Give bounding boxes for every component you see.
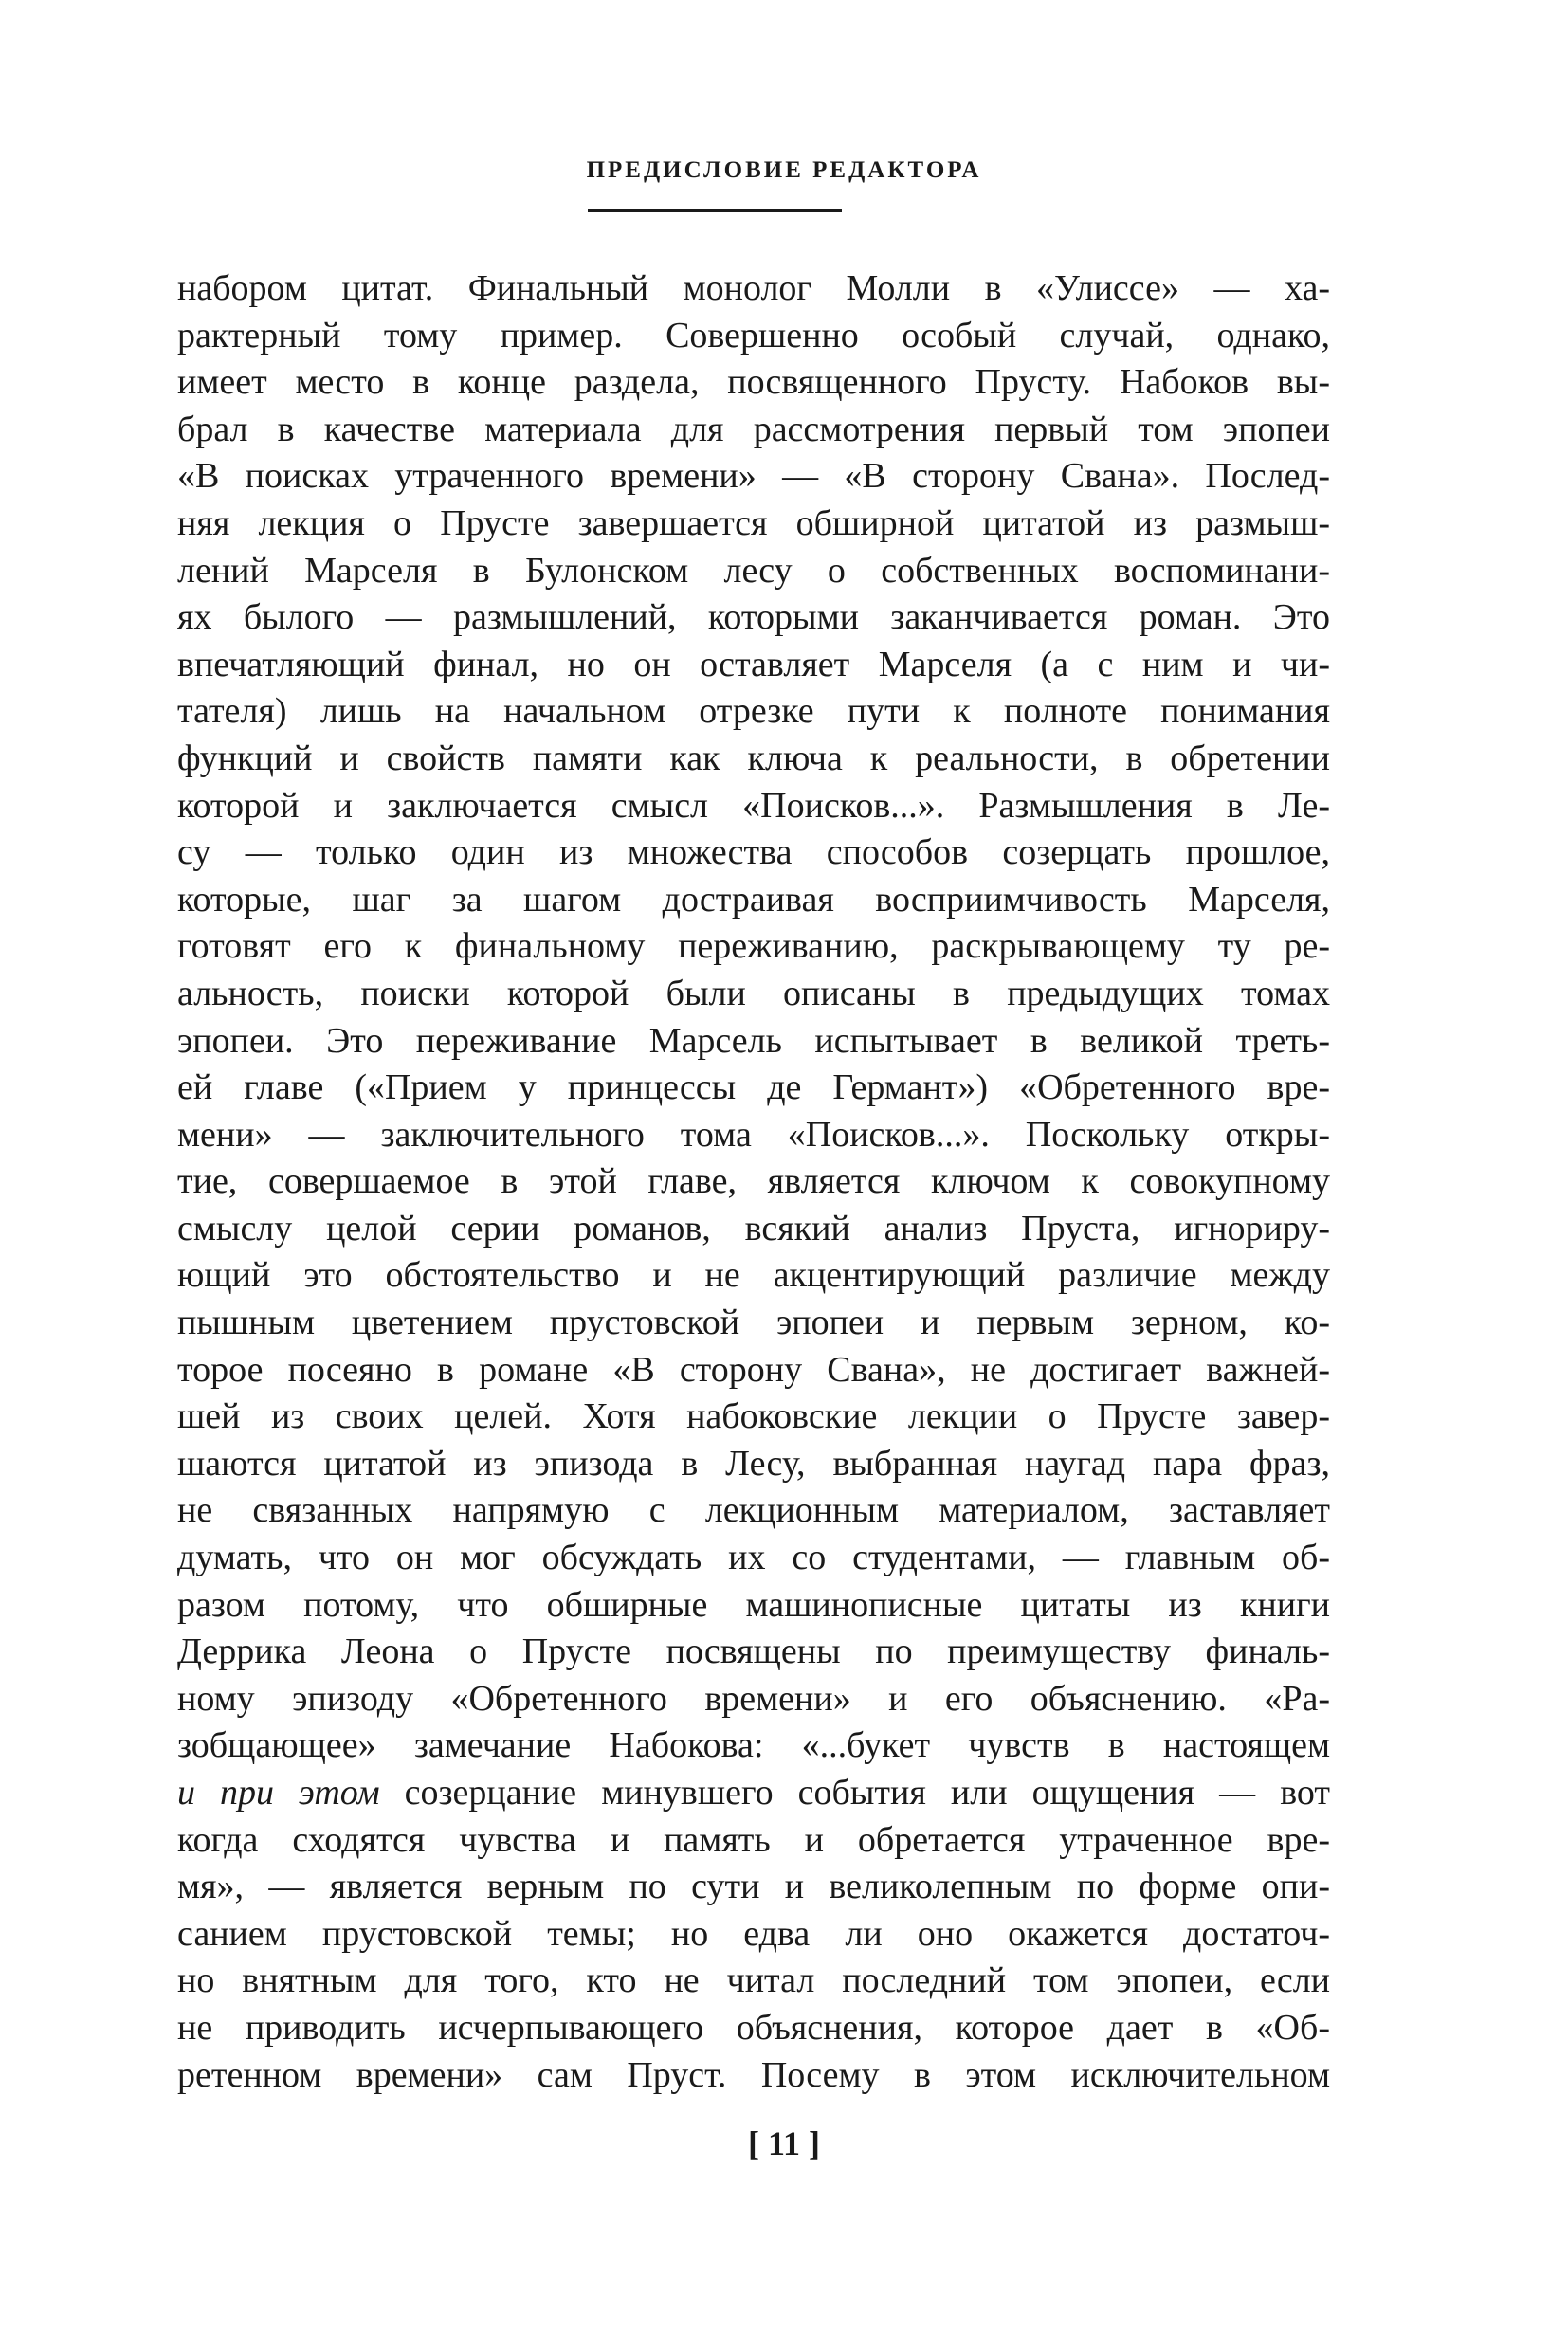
running-head: ПРЕДИСЛОВИЕ РЕДАКТОРА [586,157,982,183]
text-line: смыслу целой серии романов, всякий анализ Пруста, игнориру- [177,1208,1330,1248]
text-line: зобщающее» замечание Набокова: «...букет чувств в настоящем [177,1725,1330,1766]
text-line: ному эпизоду «Обретенного времени» и его объяснению. «Ра- [177,1678,1330,1719]
text-line: не приводить исчерпывающего объяснения, которое дает в «Об- [177,2007,1330,2048]
text-line: шей из своих целей. Хотя набоковские лекции о Прусте завер- [177,1396,1330,1437]
text-line: мя», — является верным по сути и великолепным по форме опи- [177,1867,1330,1907]
text-line: разом потому, что обширные машинописные цитаты из книги [177,1584,1330,1625]
header-rule [588,209,842,212]
text-line: торое посеяно в романе «В сторону Свана», не достигает важней- [177,1349,1330,1390]
text-line: эпопеи. Это переживание Марсель испытывает в великой треть- [177,1020,1330,1061]
text-line: функций и свойств памяти как ключа к реальности, в обретении [177,738,1330,778]
text-line: когда сходятся чувства и память и обретается утраченное вре- [177,1819,1330,1860]
text-line-with-italic [177,1770,1330,1817]
text-line: ях былого — размышлений, которыми заканчивается роман. Это [177,597,1330,638]
text-line: няя лекция о Прусте завершается обширной цитатой из размыш- [177,502,1330,543]
text-line: рактерный тому пример. Совершенно особый случай, однако, [177,315,1330,355]
text-line-rest: созерцание минувшего события или ощущения — вот [404,1773,1330,1813]
italic-phrase: и при этом [177,1773,380,1813]
text-line: тателя) лишь на начальном отрезке пути к полноте понимания [177,691,1330,732]
text-line: ретенном времени» сам Пруст. Посему в этом исключительном [177,2054,1330,2095]
text-line: которые, шаг за шагом достраивая восприимчивость Марселя, [177,879,1330,920]
text-line: готовят его к финальному переживанию, раскрывающему ту ре- [177,926,1330,967]
text-line: шаются цитатой из эпизода в Лесу, выбранная наугад пара фраз, [177,1443,1330,1484]
text-line: Деррика Леона о Прусте посвящены по преимуществу финаль- [177,1631,1330,1672]
text-line: которой и заключается смысл «Поисков...». Размышления в Ле- [177,785,1330,826]
text-line: ющий это обстоятельство и не акцентирующий различие между [177,1255,1330,1296]
text-line: санием прустовской темы; но едва ли оно окажется достаточ- [177,1913,1330,1954]
text-line: мени» — заключительного тома «Поисков...». Поскольку откры- [177,1114,1330,1155]
text-line: но внятным для того, кто не читал последний том эпопеи, если [177,1960,1330,2001]
text-line: впечатляющий финал, но он оставляет Марселя (а с ним и чи- [177,644,1330,684]
text-line: набором цитат. Финальный монолог Молли в «Улиссе» — ха- [177,268,1330,308]
text-line: альность, поиски которой были описаны в предыдущих томах [177,973,1330,1013]
text-line: тие, совершаемое в этой главе, является ключом к совокупному [177,1161,1330,1202]
text-line: «В поисках утраченного времени» — «В сторону Свана». Послед- [177,456,1330,497]
text-line: лений Марселя в Булонском лесу о собственных воспоминани- [177,550,1330,591]
text-line: брал в качестве материала для рассмотрения первый том эпопеи [177,409,1330,449]
text-line: имеет место в конце раздела, посвященного Прусту. Набоков вы- [177,362,1330,403]
text-line: думать, что он мог обсуждать их со студентами, — главным об- [177,1538,1330,1578]
text-line: не связанных напрямую с лекционным материалом, заставляет [177,1490,1330,1531]
text-line: пышным цветением прустовской эпопеи и первым зерном, ко- [177,1303,1330,1343]
text-line: су — только один из множества способов созерцать прошлое, [177,832,1330,873]
page-number: [ 11 ] [748,2124,820,2162]
text-line: ей главе («Прием у принцессы де Германт») «Обретенного вре- [177,1067,1330,1108]
body-text [177,265,1330,2099]
